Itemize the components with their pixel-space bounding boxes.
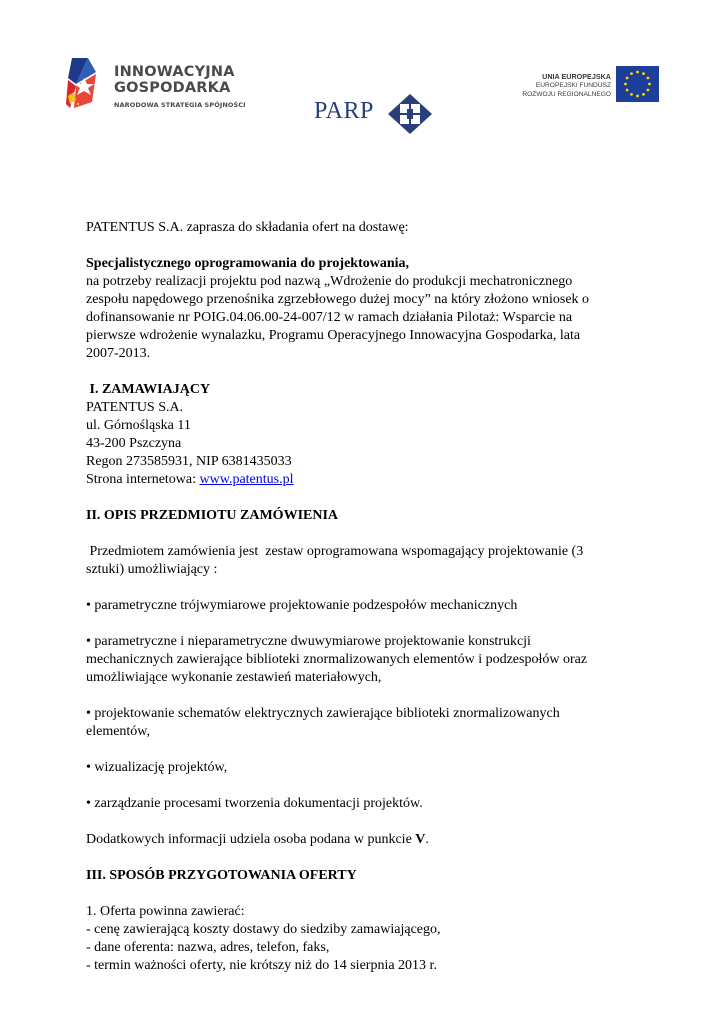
ig-logo-line1: INNOWACYJNA bbox=[114, 64, 235, 80]
bullet-2-line1: • parametryczne i nieparametryczne dwuwymiarowe projektowanie konstrukcji bbox=[86, 634, 531, 649]
parp-emblem-icon bbox=[388, 94, 432, 134]
bullet-3-line1: • projektowanie schematów elektrycznych zawierające biblioteki znormalizowanych bbox=[86, 706, 560, 721]
website-link[interactable]: www.patentus.pl bbox=[199, 472, 294, 487]
company-city: 43-200 Pszczyna bbox=[86, 436, 182, 451]
subject-line-5: 2007-2013. bbox=[86, 346, 151, 361]
ue-logo-line1: UNIA EUROPEJSKA bbox=[542, 72, 611, 81]
company-website bbox=[86, 471, 646, 489]
innowacyjna-gospodarka-emblem-icon bbox=[66, 56, 110, 112]
company-ids: Regon 273585931, NIP 6381435033 bbox=[86, 454, 292, 469]
section3-item1: 1. Oferta powinna zawierać: bbox=[86, 904, 245, 919]
bullet-3-line2: elementów, bbox=[86, 724, 151, 739]
bullet-2-line2: mechanicznych zawierające biblioteki znormalizowanych elementów i podzespołów oraz bbox=[86, 652, 588, 667]
bullet-4: • wizualizację projektów, bbox=[86, 760, 228, 775]
intro-text: PATENTUS S.A. zaprasza do składania ofert na dostawę: bbox=[86, 220, 409, 235]
document-body bbox=[86, 219, 646, 975]
parp-logo bbox=[314, 94, 434, 134]
ue-logo-line3: ROZWOJU REGIONALNEGO bbox=[522, 91, 611, 98]
section3-title: III. SPOSÓB PRZYGOTOWANIA OFERTY bbox=[86, 868, 357, 883]
additional-info-point: V bbox=[415, 832, 426, 847]
bullet-5: • zarządzanie procesami tworzenia dokumentacji projektów. bbox=[86, 796, 423, 811]
company-name: PATENTUS S.A. bbox=[86, 400, 184, 415]
subject-line-3: dofinansowanie nr POIG.04.06.00-24-007/12 w ramach działania Pilotaż: Wsparcie na bbox=[86, 310, 573, 325]
section2-title: II. OPIS PRZEDMIOTU ZAMÓWIENIA bbox=[86, 508, 339, 523]
subject-line-1: na potrzeby realizacji projektu pod nazwą „Wdrożenie do produkcji mechatronicznego bbox=[86, 274, 573, 289]
section3-item4: - termin ważności oferty, nie krótszy niż do 14 sierpnia 2013 r. bbox=[86, 958, 437, 973]
section2-intro-line2: sztuki) umożliwiający : bbox=[86, 562, 218, 577]
additional-info-prefix: Dodatkowych informacji udziela osoba podana w punkcie bbox=[86, 832, 416, 847]
section2-intro-line1: Przedmiotem zamówienia jest zestaw oprogramowana wspomagający projektowanie (3 bbox=[86, 544, 584, 559]
additional-info-suffix: . bbox=[425, 832, 429, 847]
eu-flag-icon bbox=[616, 66, 659, 102]
section3-item2: - cenę zawierającą koszty dostawy do siedziby zamawiającego, bbox=[86, 922, 441, 937]
subject-title: Specjalistycznego oprogramowania do projektowania, bbox=[86, 256, 410, 271]
innowacyjna-gospodarka-logo bbox=[66, 56, 246, 112]
additional-info bbox=[86, 831, 646, 849]
section3-item3: - dane oferenta: nazwa, adres, telefon, faks, bbox=[86, 940, 330, 955]
subject-line-4: pierwsze wdrożenie wynalazku, Programu Operacyjnego Innowacyjna Gospodarka, lata bbox=[86, 328, 581, 343]
website-label: Strona internetowa: bbox=[86, 472, 200, 487]
section1-title: I. ZAMAWIAJĄCY bbox=[86, 382, 211, 397]
bullet-1: • parametryczne trójwymiarowe projektowanie podzespołów mechanicznych bbox=[86, 598, 518, 613]
parp-logo-text: PARP bbox=[314, 98, 374, 124]
company-street: ul. Górnośląska 11 bbox=[86, 418, 191, 433]
subject-line-2: zespołu napędowego przenośnika zgrzebłowego dużej mocy” na który złożono wniosek o bbox=[86, 292, 590, 307]
bullet-2-line3: umożliwiające wykonanie zestawień materiałowych, bbox=[86, 670, 382, 685]
unia-europejska-logo bbox=[503, 66, 659, 106]
ig-logo-line2: GOSPODARKA bbox=[114, 80, 231, 96]
ig-logo-line3: NARODOWA STRATEGIA SPÓJNOŚCI bbox=[114, 101, 246, 109]
ue-logo-line2: EUROPEJSKI FUNDUSZ bbox=[535, 82, 611, 89]
